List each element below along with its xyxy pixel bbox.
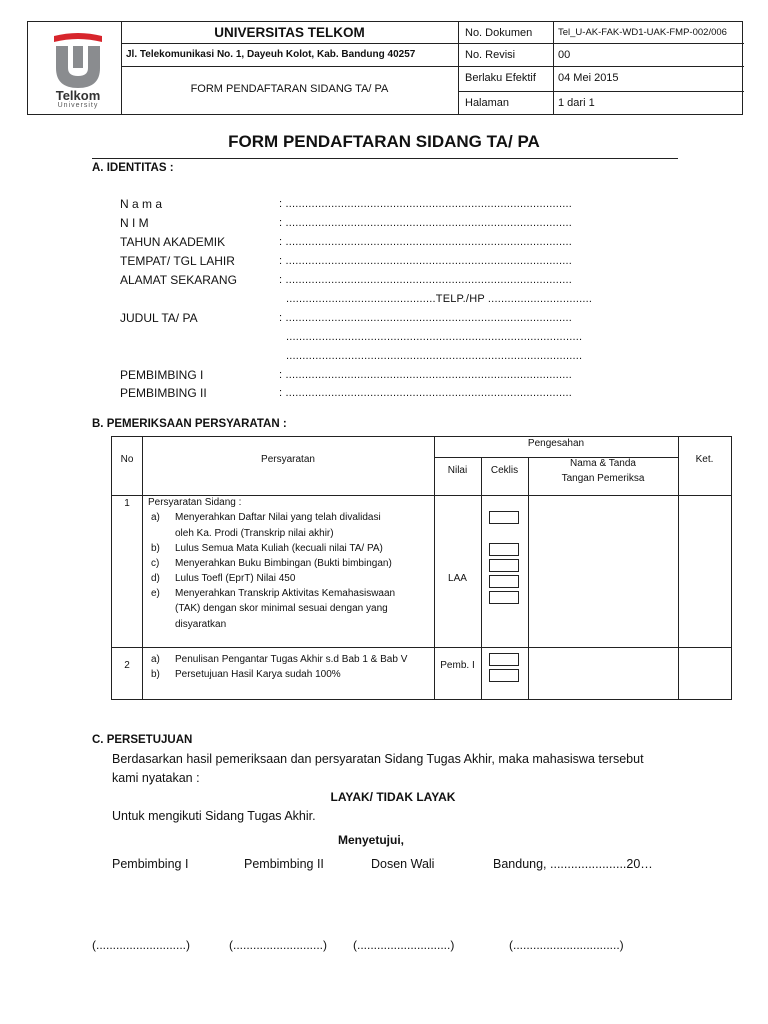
row-1-item-a-line-2: oleh Ka. Prodi (Transkrip nilai akhir): [175, 528, 334, 539]
signature-line-1[interactable]: (...........................): [92, 938, 191, 952]
title-divider: [92, 158, 678, 159]
col-pengesahan: Pengesahan: [527, 438, 585, 449]
signature-line-4[interactable]: (................................): [509, 938, 624, 952]
field-tempat-tgl-lahir[interactable]: : ........................................................................................: [279, 255, 573, 267]
row-1-item-e-marker: e): [151, 588, 160, 599]
signer-pembimbing-1: Pembimbing I: [112, 857, 189, 871]
row-1-no: 1: [124, 498, 130, 509]
col-nama-tanda-1: Nama & Tanda: [570, 458, 636, 469]
university-name: UNIVERSITAS TELKOM: [214, 25, 365, 40]
field-label-nim: N I M: [120, 216, 149, 230]
form-title: FORM PENDAFTARAN SIDANG TA/ PA: [228, 132, 540, 151]
field-label-tempat-tgl-lahir: TEMPAT/ TGL LAHIR: [120, 254, 235, 268]
meta-value-halaman: 1 dari 1: [558, 97, 595, 109]
signer-place-date[interactable]: Bandung, ......................20…: [493, 857, 653, 871]
approved-label: Menyetujui,: [337, 833, 404, 847]
signature-line-2[interactable]: (...........................): [229, 938, 328, 952]
meta-label-revisi: No. Revisi: [465, 49, 516, 61]
requirements-table: [111, 436, 732, 700]
field-nim[interactable]: : ........................................................................................: [279, 217, 573, 229]
meta-value-berlaku: 04 Mei 2015: [558, 72, 619, 84]
row-2-item-b-marker: b): [151, 669, 160, 680]
logo-text: Telkom: [55, 88, 101, 103]
field-tahun-akademik[interactable]: : ........................................................................................: [279, 236, 573, 248]
field-label-alamat: ALAMAT SEKARANG: [120, 273, 237, 287]
field-label-judul: JUDUL TA/ PA: [120, 311, 198, 325]
col-nama-tanda-2: Tangan Pemeriksa: [561, 473, 645, 484]
col-persyaratan: Persyaratan: [261, 454, 315, 465]
row-1-item-e-line-3: disyaratkan: [175, 619, 227, 630]
row-1-item-c-marker: c): [151, 558, 160, 569]
field-label-pembimbing-2: PEMBIMBING II: [120, 386, 207, 400]
row-1-item-b-marker: b): [151, 543, 160, 554]
telkom-university-logo: [48, 28, 108, 112]
col-nilai: Nilai: [447, 465, 468, 476]
meta-label-berlaku: Berlaku Efektif: [465, 72, 536, 84]
field-pembimbing-1[interactable]: : ........................................................................................: [279, 369, 573, 381]
row-2-item-a-line-1: Penulisan Pengantar Tugas Akhir s.d Bab 1 & Bab V: [175, 654, 408, 665]
signer-pembimbing-2: Pembimbing II: [244, 857, 324, 871]
field-judul-line-3[interactable]: ...........................................................................................: [286, 350, 583, 362]
university-address: Jl. Telekomunikasi No. 1, Dayeuh Kolot, Kab. Bandung 40257: [126, 49, 416, 60]
row-1-item-d-line-1: Lulus Toefl (EprT) Nilai 450: [175, 573, 296, 584]
section-b-heading: B. PEMERIKSAAN PERSYARATAN :: [92, 418, 287, 430]
field-label-tahun-akademik: TAHUN AKADEMIK: [120, 235, 226, 249]
field-judul[interactable]: : ........................................................................................: [279, 312, 573, 324]
section-a-heading: A. IDENTITAS :: [92, 162, 174, 174]
form-name: FORM PENDAFTARAN SIDANG TA/ PA: [190, 83, 389, 95]
meta-label-dokumen: No. Dokumen: [465, 27, 533, 39]
row-1-nilai: LAA: [448, 573, 467, 584]
meta-label-halaman: Halaman: [465, 97, 510, 109]
row-2-item-b-line-1: Persetujuan Hasil Karya sudah 100%: [175, 669, 341, 680]
decision-text: LAYAK/ TIDAK LAYAK: [330, 790, 456, 804]
col-ceklis: Ceklis: [490, 465, 519, 476]
persetujuan-line-1: Berdasarkan hasil pemeriksaan dan persyaratan Sidang Tugas Akhir, maka mahasiswa tersebut: [112, 752, 644, 766]
signature-line-3[interactable]: (............................): [353, 938, 455, 952]
row-2-item-a-marker: a): [151, 654, 160, 665]
row-1-item-c-line-1: Menyerahkan Buku Bimbingan (Bukti bimbingan): [175, 558, 392, 569]
field-pembimbing-2[interactable]: : ........................................................................................: [279, 387, 573, 399]
row-1-item-e-line-1: Menyerahkan Transkrip Aktivitas Kemahasiswaan: [175, 588, 396, 599]
section-c-heading: C. PERSETUJUAN: [92, 734, 193, 746]
meta-value-revisi: 00: [558, 49, 571, 61]
field-judul-line-2[interactable]: ...........................................................................................: [286, 331, 583, 343]
row-2-nilai: Pemb. I: [440, 660, 475, 671]
row-2-no: 2: [124, 660, 130, 671]
row-1-item-e-line-2: (TAK) dengan skor minimal sesuai dengan yang: [175, 603, 388, 614]
document-header: [27, 21, 743, 115]
checkbox-row-2-b[interactable]: [489, 669, 519, 682]
field-label-nama: N a m a: [120, 197, 163, 211]
row-1-title: Persyaratan Sidang :: [148, 497, 242, 508]
meta-value-dokumen: Tel_U-AK-FAK-WD1-UAK-FMP-002/006: [558, 27, 727, 38]
checkbox-row-1-a[interactable]: [489, 511, 519, 524]
field-nama[interactable]: : ........................................................................................: [279, 198, 573, 210]
row-1-item-a-line-1: Menyerahkan Daftar Nilai yang telah divalidasi: [175, 512, 381, 523]
row-1-item-a-marker: a): [151, 512, 160, 523]
checkbox-row-2-a[interactable]: [489, 653, 519, 666]
logo-subtext: University: [57, 102, 99, 109]
checkbox-row-1-e[interactable]: [489, 591, 519, 604]
field-alamat[interactable]: : ........................................................................................: [279, 274, 573, 286]
checkbox-row-1-d[interactable]: [489, 575, 519, 588]
row-1-item-d-marker: d): [151, 573, 160, 584]
persetujuan-line-3: Untuk mengikuti Sidang Tugas Akhir.: [112, 809, 316, 823]
checkbox-row-1-b[interactable]: [489, 543, 519, 556]
col-no: No: [120, 454, 134, 465]
field-alamat-telp[interactable]: ..............................................TELP./HP ................................: [286, 293, 593, 305]
signer-dosen-wali: Dosen Wali: [371, 857, 435, 871]
checkbox-row-1-c[interactable]: [489, 559, 519, 572]
field-label-pembimbing-1: PEMBIMBING I: [120, 368, 204, 382]
col-ket: Ket.: [695, 454, 714, 465]
row-1-item-b-line-1: Lulus Semua Mata Kuliah (kecuali nilai TA/ PA): [175, 543, 383, 554]
persetujuan-line-2: kami nyatakan :: [112, 771, 200, 785]
